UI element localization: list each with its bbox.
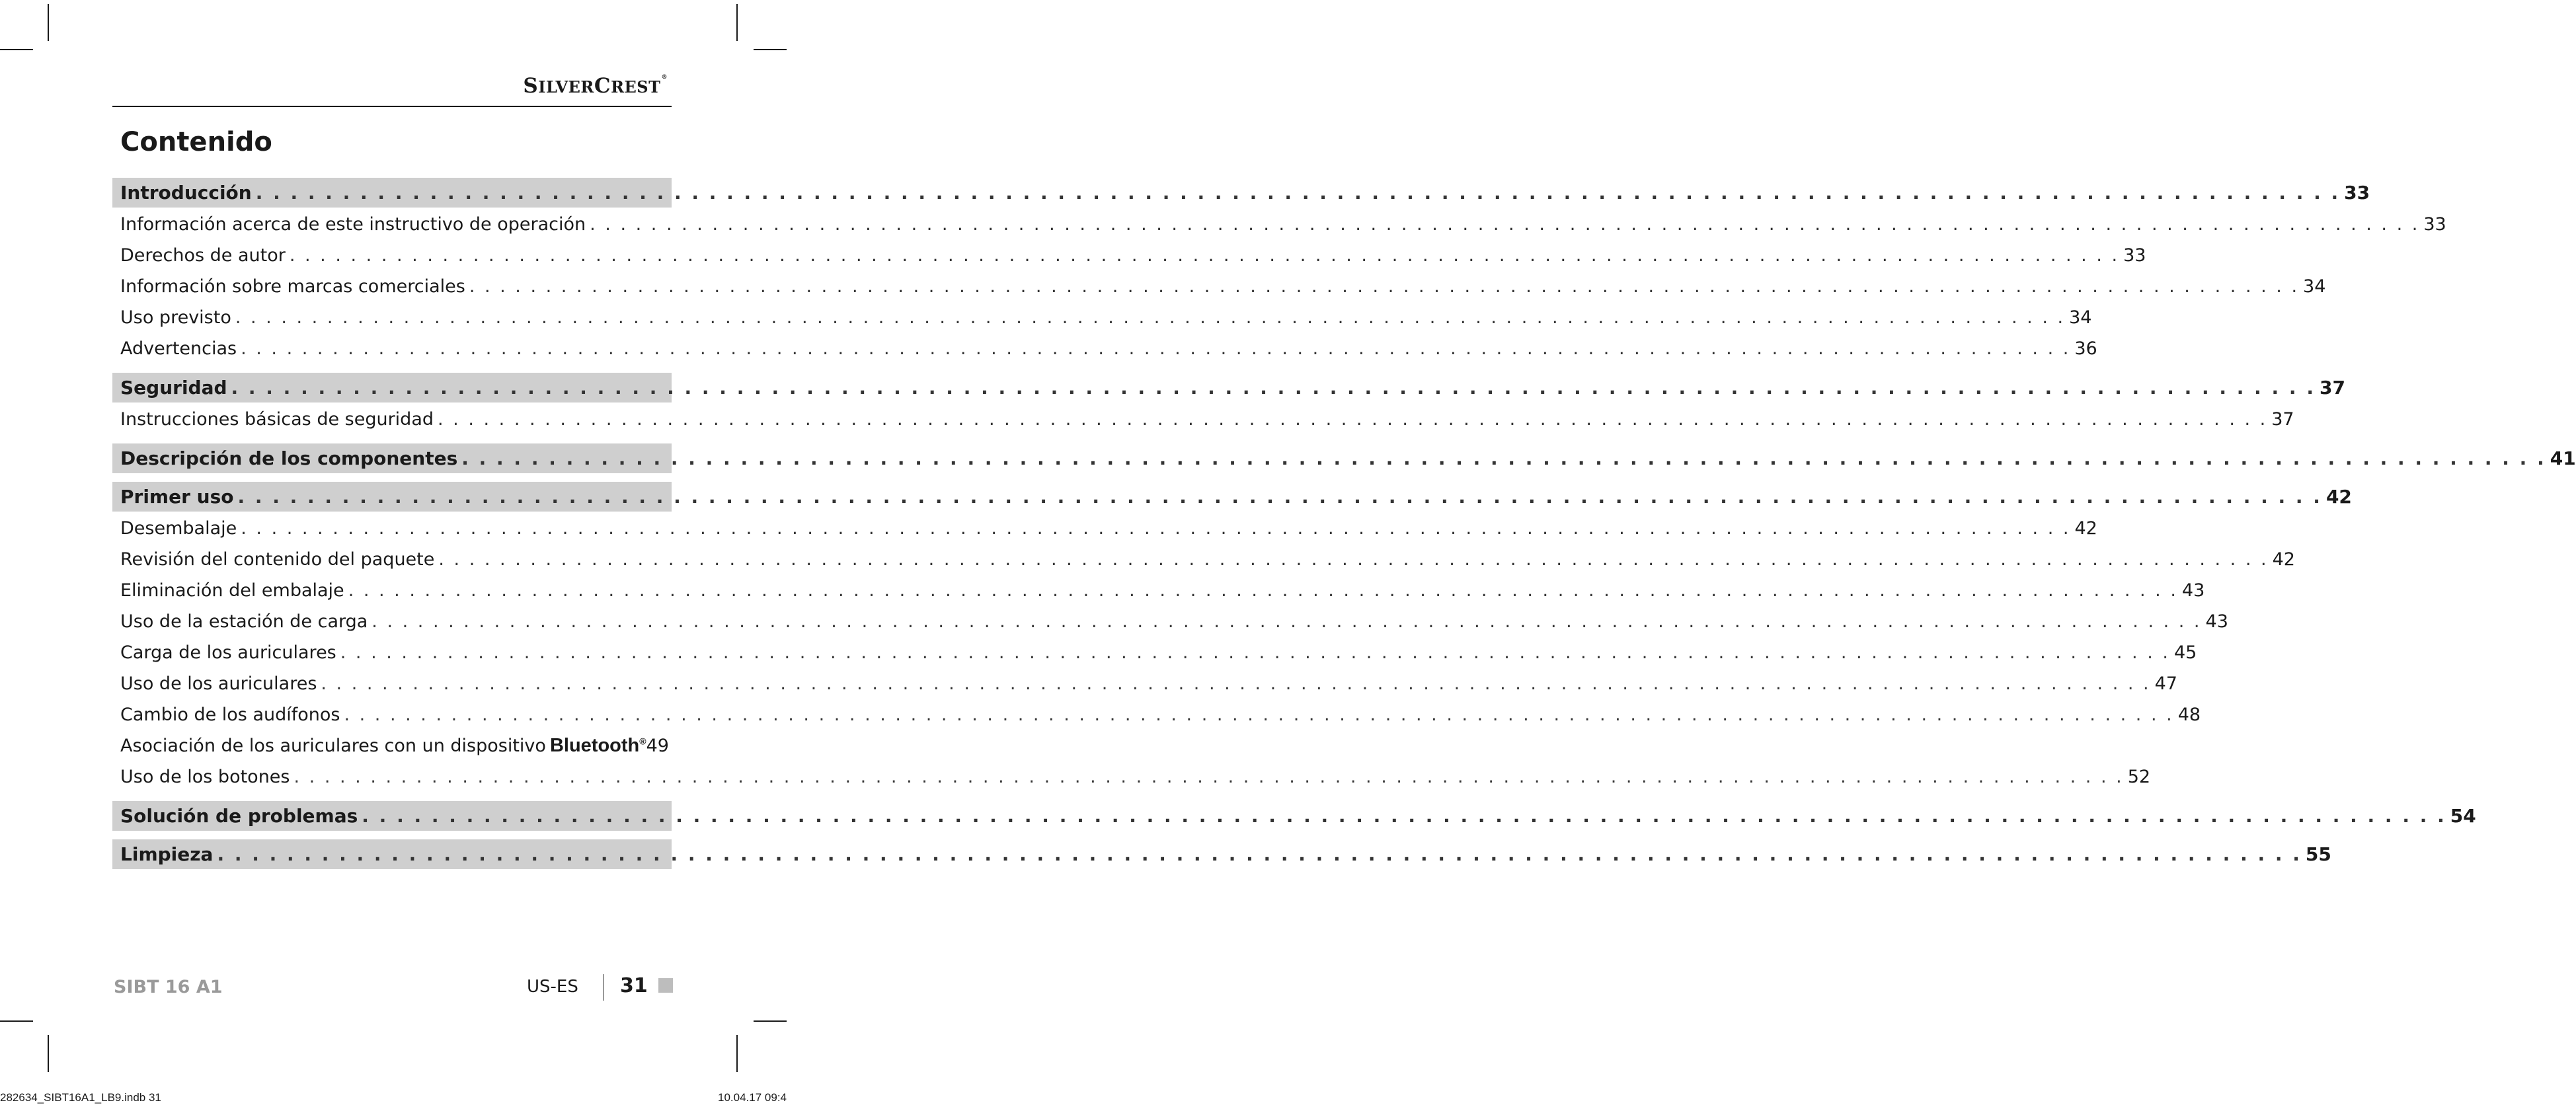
toc-entry[interactable] bbox=[112, 637, 2197, 668]
toc-leader-dots: . . . . . . . . . . . . . . . . . . . . . . . . . . . . . . . . . . . . . . . . . . . . . . . . . . . . . . . . . . . . . . . . . . . . . . . . . . . . . . . . . . . . . . . . . . . . . . . . . . . . . . . . . . . . . . . . . . . . . . . . bbox=[321, 673, 2151, 694]
toc-entry-page: 42 bbox=[2272, 549, 2295, 570]
brand-logo-part: C bbox=[594, 74, 611, 98]
toc-entry[interactable] bbox=[112, 699, 2201, 730]
toc-leader-dots: . . . . . . . . . . . . . . . . . . . . . . . . . . . . . . . . . . . . . . . . . . . . . . . . . . . . . . . . . . . . . . . . . . . . . . . . . . . . . . . . . . . . . . . . . . . . . . . . . . . . . . . . . . . . . . . . . . . . . . . . bbox=[469, 276, 2300, 297]
brand-logo-part: ILVER bbox=[538, 77, 594, 96]
toc-entry[interactable] bbox=[112, 730, 672, 761]
toc-leader-dots: . . . . . . . . . . . . . . . . . . . . . . . . . . . . . . . . . . . . . . . . . . . . . . . . . . . . . . . . . . . . . . . . . . . . . . . . . . . . . . . . . . . . . . . . . . . . . . . . . . . . . . . . . . . . . . . . . . . . . . . . bbox=[438, 549, 2269, 570]
crop-mark-top-left-h bbox=[0, 49, 33, 50]
toc-entry[interactable] bbox=[112, 668, 2177, 699]
toc-entry[interactable] bbox=[112, 575, 2205, 606]
toc-section bbox=[112, 482, 2352, 792]
toc-section-heading[interactable] bbox=[112, 839, 2331, 869]
toc-entry-label: Uso previsto bbox=[120, 307, 231, 328]
toc-entry-page: 45 bbox=[2173, 642, 2197, 663]
toc-leader-dots: . . . . . . . . . . . . . . . . . . . . . . . . . . . . . . . . . . . . . . . . . . . . . . . . . . . . . . . . . . . . . . . . . . . . . . . . . . . . . . . . . . . . . . . . . . . . . . . . . . . . . . . . . . . . . . . . . . . . . . . . bbox=[241, 518, 2071, 539]
footer-page-number: 31 bbox=[620, 974, 648, 997]
toc-entry-label: Carga de los auriculares bbox=[120, 642, 336, 663]
toc-leader-dots: . . . . . . . . . . . . . . . . . . . . . . . . . . . . . . . . . . . . . . . . . . . . . . . . . . . . . . . . . . . . . . . . . . . . . . . . . . . . . . . . . . . . . . . . . . . . . . . . . . . . . . . . . . . . . . . . . . . . . . . . bbox=[590, 214, 2420, 235]
toc-entry-label: Asociación de los auriculares con un dispositivo bbox=[120, 736, 546, 756]
toc-entry-page: 34 bbox=[2303, 276, 2326, 297]
toc-heading-page: 33 bbox=[2344, 182, 2370, 204]
toc-leader-dots: . . . . . . . . . . . . . . . . . . . . . . . . . . . . . . . . . . . . . . . . . . . . . . . . . . . . . . . . . . . . . . . . . . . . . . . . . . . . . . . . . . . . . . . . . . . . . . . . . . . . . . . . . . . . . . . . . . . . . . . . bbox=[235, 307, 2066, 328]
toc-entry[interactable] bbox=[112, 761, 2151, 792]
toc-leader-dots: . . . . . . . . . . . . . . . . . . . . . . . . . . . . . . . . . . . . . . . . . . . . . . . . . . . . . . . . . . . . . . . . . . . . . . . . . . . . . . . . . . . . . . . . . . . . . . . . . . . . . . . . . . . . . . . . . . . . . . . . bbox=[237, 486, 2322, 508]
toc-heading-page: 55 bbox=[2305, 843, 2331, 865]
toc-entry-label: Revisión del contenido del paquete bbox=[120, 549, 435, 570]
toc-entry[interactable] bbox=[112, 271, 2326, 302]
print-slug-date: 10.04.17 09:4 bbox=[718, 1091, 787, 1104]
crop-mark-bottom-left bbox=[48, 1035, 49, 1072]
toc-entry-label: Uso de los botones bbox=[120, 767, 290, 787]
toc-entry[interactable] bbox=[112, 544, 2295, 575]
footer-square bbox=[658, 978, 673, 993]
toc-section-heading[interactable] bbox=[112, 801, 2476, 831]
toc-heading-label: Seguridad bbox=[120, 377, 227, 399]
footer-model: SIBT 16 A1 bbox=[114, 977, 223, 997]
toc-leader-dots: . . . . . . . . . . . . . . . . . . . . . . . . . . . . . . . . . . . . . . . . . . . . . . . . . . . . . . . . . . . . . . . . . . . . . . . . . . . . . . . . . . . . . . . . . . . . . . . . . . . . . . . . . . . . . . . . . . . . . . . . bbox=[461, 447, 2546, 469]
print-slug-file: 282634_SIBT16A1_LB9.indb 31 bbox=[0, 1091, 161, 1104]
toc-heading-page: 41 bbox=[2550, 447, 2576, 469]
toc-section bbox=[112, 801, 2476, 831]
toc-entry-label: Información acerca de este instructivo de operación bbox=[120, 214, 586, 235]
bluetooth-logo bbox=[550, 735, 646, 757]
toc-entry-label: Derechos de autor bbox=[120, 245, 286, 266]
toc-leader-dots: . . . . . . . . . . . . . . . . . . . . . . . . . . . . . . . . . . . . . . . . . . . . . . . . . . . . . . . . . . . . . . . . . . . . . . . . . . . . . . . . . . . . . . . . . . . . . . . . . . . . . . . . . . . . . . . . . . . . . . . . bbox=[344, 705, 2174, 725]
toc-entry-list bbox=[112, 209, 2446, 364]
toc-entry[interactable] bbox=[112, 302, 2092, 333]
toc-entry-list bbox=[112, 404, 2294, 435]
toc-entry-label: Uso de los auriculares bbox=[120, 673, 317, 694]
toc-entry-page: 33 bbox=[2423, 214, 2446, 235]
toc-entry-page: 43 bbox=[2181, 580, 2205, 601]
footer-language: US-ES bbox=[527, 977, 578, 997]
toc-entry[interactable] bbox=[112, 606, 2228, 637]
toc-leader-dots: . . . . . . . . . . . . . . . . . . . . . . . . . . . . . . . . . . . . . . . . . . . . . . . . . . . . . . . . . . . . . . . . . . . . . . . . . . . . . . . . . . . . . . . . . . . . . . . . . . . . . . . . . . . . . . . . . . . . . . . . bbox=[231, 377, 2316, 399]
crop-mark-top-right bbox=[736, 4, 738, 41]
toc-entry-page: 33 bbox=[2123, 245, 2146, 266]
brand-logo-part: REST bbox=[611, 77, 661, 96]
toc-heading-label: Introducción bbox=[120, 182, 252, 204]
toc-entry-label: Información sobre marcas comerciales bbox=[120, 276, 465, 297]
toc-leader-dots: . . . . . . . . . . . . . . . . . . . . . . . . . . . . . . . . . . . . . . . . . . . . . . . . . . . . . . . . . . . . . . . . . . . . . . . . . . . . . . . . . . . . . . . . . . . . . . . . . . . . . . . . . . . . . . . . . . . . . . . . bbox=[241, 338, 2071, 359]
toc-leader-dots: . . . . . . . . . . . . . . . . . . . . . . . . . . . . . . . . . . . . . . . . . . . . . . . . . . . . . . . . . . . . . . . . . . . . . . . . . . . . . . . . . . . . . . . . . . . . . . . . . . . . . . . . . . . . . . . . . . . . . . . . bbox=[348, 580, 2178, 601]
toc-entry-page: 42 bbox=[2074, 518, 2097, 539]
toc-leader-dots: . . . . . . . . . . . . . . . . . . . . . . . . . . . . . . . . . . . . . . . . . . . . . . . . . . . . . . . . . . . . . . . . . . . . . . . . . . . . . . . . . . . . . . . . . . . . . . . . . . . . . . . . . . . . . . . . . . . . . . . . bbox=[362, 805, 2446, 827]
toc-heading-page: 42 bbox=[2325, 486, 2352, 508]
toc-entry-label: Desembalaje bbox=[120, 518, 237, 539]
crop-mark-bottom-right-h bbox=[754, 1020, 787, 1022]
crop-mark-bottom-right bbox=[736, 1035, 738, 1072]
header-rule bbox=[112, 106, 672, 107]
brand-logo-part: S bbox=[523, 74, 539, 98]
page-title: Contenido bbox=[120, 127, 272, 157]
toc-entry-page: 37 bbox=[2271, 409, 2294, 430]
toc-section-heading[interactable] bbox=[112, 178, 2370, 208]
toc-heading-label: Solución de problemas bbox=[120, 805, 358, 827]
toc-entry-page: 47 bbox=[2154, 673, 2177, 694]
toc-entry[interactable] bbox=[112, 240, 2146, 271]
toc-leader-dots: . . . . . . . . . . . . . . . . . . . . . . . . . . . . . . . . . . . . . . . . . . . . . . . . . . . . . . . . . . . . . . . . . . . . . . . . . . . . . . . . . . . . . . . . . . . . . . . . . . . . . . . . . . . . . . . . . . . . . . . . bbox=[289, 245, 2120, 266]
toc-entry[interactable] bbox=[112, 209, 2446, 240]
brand-logo bbox=[523, 74, 668, 98]
registered-mark: ® bbox=[661, 74, 668, 81]
footer-separator bbox=[603, 974, 604, 1001]
toc-entry-label: Advertencias bbox=[120, 338, 237, 359]
toc-heading-label: Limpieza bbox=[120, 843, 214, 865]
registered-mark: ® bbox=[639, 736, 646, 747]
toc-section-heading[interactable] bbox=[112, 482, 2352, 512]
toc-section-heading[interactable] bbox=[112, 373, 2345, 403]
toc-heading-label: Descripción de los componentes bbox=[120, 447, 458, 469]
toc-entry-page: 36 bbox=[2074, 338, 2097, 359]
toc-section bbox=[112, 839, 2331, 869]
toc-section bbox=[112, 443, 2576, 473]
toc-entry-label: Instrucciones básicas de seguridad bbox=[120, 409, 434, 430]
toc-leader-dots: . . . . . . . . . . . . . . . . . . . . . . . . . . . . . . . . . . . . . . . . . . . . . . . . . . . . . . . . . . . . . . . . . . . . . . . . . . . . . . . . . . . . . . . . . . . . . . . . . . . . . . . . . . . . . . . . . . . . . . . . bbox=[293, 767, 2124, 787]
toc-entry-page: 48 bbox=[2177, 705, 2201, 725]
toc-entry[interactable] bbox=[112, 513, 2097, 544]
toc-entry-page: 52 bbox=[2127, 767, 2151, 787]
toc-entry-list bbox=[112, 513, 2295, 792]
crop-mark-bottom-left-h bbox=[0, 1020, 33, 1022]
table-of-contents bbox=[112, 178, 2576, 878]
toc-heading-page: 54 bbox=[2450, 805, 2476, 827]
toc-entry-page: 34 bbox=[2069, 307, 2092, 328]
toc-section bbox=[112, 178, 2446, 364]
toc-leader-dots: . . . . . . . . . . . . . . . . . . . . . . . . . . . . . . . . . . . . . . . . . . . . . . . . . . . . . . . . . . . . . . . . . . . . . . . . . . . . . . . . . . . . . . . . . . . . . . . . . . . . . . . . . . . . . . . . . . . . . . . . bbox=[255, 182, 2341, 204]
toc-entry-page: 43 bbox=[2205, 611, 2228, 632]
crop-mark-top-right-h bbox=[754, 49, 787, 50]
toc-section-heading[interactable] bbox=[112, 443, 2576, 473]
toc-section bbox=[112, 373, 2345, 435]
toc-entry[interactable] bbox=[112, 404, 2294, 435]
crop-mark-top-left bbox=[48, 4, 49, 41]
toc-entry-label: Eliminación del embalaje bbox=[120, 580, 344, 601]
toc-leader-dots: . . . . . . . . . . . . . . . . . . . . . . . . . . . . . . . . . . . . . . . . . . . . . . . . . . . . . . . . . . . . . . . . . . . . . . . . . . . . . . . . . . . . . . . . . . . . . . . . . . . . . . . . . . . . . . . . . . . . . . . . bbox=[371, 611, 2202, 632]
toc-entry[interactable] bbox=[112, 333, 2097, 364]
toc-leader-dots: . . . . . . . . . . . . . . . . . . . . . . . . . . . . . . . . . . . . . . . . . . . . . . . . . . . . . . . . . . . . . . . . . . . . . . . . . . . . . . . . . . . . . . . . . . . . . . . . . . . . . . . . . . . . . . . . . . . . . . . . bbox=[217, 843, 2302, 865]
toc-heading-label: Primer uso bbox=[120, 486, 234, 508]
toc-leader-dots: . . . . . . . . . . . . . . . . . . . . . . . . . . . . . . . . . . . . . . . . . . . . . . . . . . . . . . . . . . . . . . . . . . . . . . . . . . . . . . . . . . . . . . . . . . . . . . . . . . . . . . . . . . . . . . . . . . . . . . . . bbox=[438, 409, 2268, 430]
bluetooth-logo-text: Bluetooth bbox=[549, 735, 640, 756]
toc-entry-label: Uso de la estación de carga bbox=[120, 611, 368, 632]
toc-leader-dots: . . . . . . . . . . . . . . . . . . . . . . . . . . . . . . . . . . . . . . . . . . . . . . . . . . . . . . . . . . . . . . . . . . . . . . . . . . . . . . . . . . . . . . . . . . . . . . . . . . . . . . . . . . . . . . . . . . . . . . . . bbox=[340, 642, 2170, 663]
toc-entry-page: 49 bbox=[646, 736, 669, 756]
toc-heading-page: 37 bbox=[2319, 377, 2345, 399]
toc-entry-label: Cambio de los audífonos bbox=[120, 705, 340, 725]
